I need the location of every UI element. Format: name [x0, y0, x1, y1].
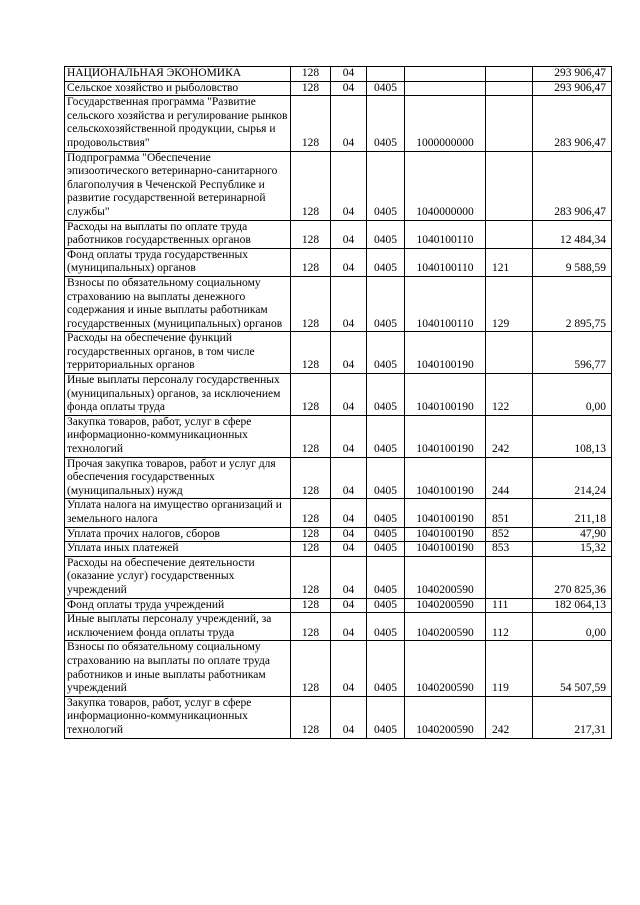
- table-row: [65, 151, 612, 220]
- row-ved-code: 128: [291, 96, 331, 151]
- row-amount: 0,00: [533, 374, 612, 416]
- budget-table: [64, 66, 612, 739]
- row-amount: 9 588,59: [533, 248, 612, 276]
- row-section-code: 04: [331, 96, 367, 151]
- row-target-article: 1040200590: [405, 598, 486, 613]
- row-subsection-code: 0405: [367, 276, 405, 331]
- row-amount: 214,24: [533, 457, 612, 499]
- row-expense-type: [486, 556, 533, 598]
- table-row: [65, 81, 612, 96]
- row-subsection-code: 0405: [367, 457, 405, 499]
- row-amount: 182 064,13: [533, 598, 612, 613]
- row-target-article: [405, 81, 486, 96]
- row-target-article: 1040100190: [405, 542, 486, 557]
- row-target-article: 1040100110: [405, 220, 486, 248]
- row-section-code: 04: [331, 457, 367, 499]
- row-target-article: 1040100190: [405, 374, 486, 416]
- row-ved-code: 128: [291, 248, 331, 276]
- row-expense-type: [486, 81, 533, 96]
- row-name: Сельское хозяйство и рыболовство: [65, 81, 291, 96]
- row-name: Фонд оплаты труда учреждений: [65, 598, 291, 613]
- row-target-article: 1040100190: [405, 415, 486, 457]
- row-expense-type: [486, 220, 533, 248]
- row-section-code: 04: [331, 641, 367, 696]
- row-expense-type: 129: [486, 276, 533, 331]
- row-ved-code: 128: [291, 332, 331, 374]
- row-amount: 217,31: [533, 696, 612, 738]
- row-ved-code: 128: [291, 220, 331, 248]
- row-section-code: 04: [331, 613, 367, 641]
- row-amount: 283 906,47: [533, 96, 612, 151]
- row-ved-code: 128: [291, 696, 331, 738]
- row-name: Уплата иных платежей: [65, 542, 291, 557]
- row-subsection-code: 0405: [367, 542, 405, 557]
- table-row: [65, 542, 612, 557]
- row-section-code: 04: [331, 374, 367, 416]
- row-target-article: 1040100190: [405, 332, 486, 374]
- row-name: Взносы по обязательному социальному страхованию на выплаты денежного содержания и иные выплаты работникам государственных (муниципальных) органов: [65, 276, 291, 331]
- row-section-code: 04: [331, 67, 367, 82]
- row-name: Закупка товаров, работ, услуг в сфере информационно-коммуникационных технологий: [65, 415, 291, 457]
- row-expense-type: [486, 96, 533, 151]
- table-row: [65, 220, 612, 248]
- row-ved-code: 128: [291, 457, 331, 499]
- row-expense-type: 119: [486, 641, 533, 696]
- row-target-article: 1040200590: [405, 641, 486, 696]
- row-amount: 15,32: [533, 542, 612, 557]
- row-amount: 270 825,36: [533, 556, 612, 598]
- table-row: [65, 332, 612, 374]
- table-row: [65, 527, 612, 542]
- row-amount: 47,90: [533, 527, 612, 542]
- table-row: [65, 276, 612, 331]
- row-section-code: 04: [331, 556, 367, 598]
- row-amount: 2 895,75: [533, 276, 612, 331]
- row-section-code: 04: [331, 151, 367, 220]
- row-name: Фонд оплаты труда государственных (муниципальных) органов: [65, 248, 291, 276]
- table-row: [65, 96, 612, 151]
- row-amount: 283 906,47: [533, 151, 612, 220]
- row-ved-code: 128: [291, 151, 331, 220]
- row-target-article: [405, 67, 486, 82]
- row-expense-type: 112: [486, 613, 533, 641]
- row-ved-code: 128: [291, 598, 331, 613]
- row-target-article: 1040100190: [405, 527, 486, 542]
- row-subsection-code: 0405: [367, 332, 405, 374]
- row-amount: 211,18: [533, 499, 612, 527]
- row-subsection-code: 0405: [367, 415, 405, 457]
- table-row: [65, 415, 612, 457]
- row-expense-type: 851: [486, 499, 533, 527]
- row-target-article: 1040200590: [405, 556, 486, 598]
- row-subsection-code: 0405: [367, 248, 405, 276]
- row-ved-code: 128: [291, 556, 331, 598]
- row-expense-type: [486, 332, 533, 374]
- row-expense-type: 242: [486, 696, 533, 738]
- row-target-article: 1040100190: [405, 457, 486, 499]
- row-ved-code: 128: [291, 542, 331, 557]
- row-target-article: 1040100190: [405, 499, 486, 527]
- row-amount: 54 507,59: [533, 641, 612, 696]
- table-row: [65, 598, 612, 613]
- row-expense-type: 853: [486, 542, 533, 557]
- table-row: [65, 457, 612, 499]
- row-section-code: 04: [331, 499, 367, 527]
- row-subsection-code: 0405: [367, 151, 405, 220]
- row-subsection-code: 0405: [367, 556, 405, 598]
- row-ved-code: 128: [291, 613, 331, 641]
- row-expense-type: [486, 151, 533, 220]
- row-name: Уплата налога на имущество организаций и земельного налога: [65, 499, 291, 527]
- row-amount: 596,77: [533, 332, 612, 374]
- table-row: [65, 641, 612, 696]
- row-subsection-code: 0405: [367, 613, 405, 641]
- row-name: Расходы на выплаты по оплате труда работников государственных органов: [65, 220, 291, 248]
- row-target-article: 1000000000: [405, 96, 486, 151]
- row-name: Расходы на обеспечение деятельности (оказание услуг) государственных учреждений: [65, 556, 291, 598]
- row-amount: 293 906,47: [533, 81, 612, 96]
- row-name: Иные выплаты персоналу государственных (муниципальных) органов, за исключением фонда оплаты труда: [65, 374, 291, 416]
- row-subsection-code: 0405: [367, 96, 405, 151]
- row-ved-code: 128: [291, 374, 331, 416]
- row-section-code: 04: [331, 248, 367, 276]
- row-target-article: 1040200590: [405, 613, 486, 641]
- row-subsection-code: 0405: [367, 81, 405, 96]
- row-amount: 108,13: [533, 415, 612, 457]
- row-section-code: 04: [331, 696, 367, 738]
- row-amount: 293 906,47: [533, 67, 612, 82]
- row-section-code: 04: [331, 415, 367, 457]
- row-subsection-code: 0405: [367, 220, 405, 248]
- row-expense-type: 111: [486, 598, 533, 613]
- row-subsection-code: 0405: [367, 527, 405, 542]
- row-ved-code: 128: [291, 67, 331, 82]
- table-row: [65, 556, 612, 598]
- row-section-code: 04: [331, 527, 367, 542]
- row-ved-code: 128: [291, 81, 331, 96]
- row-name: Государственная программа "Развитие сельского хозяйства и регулирование рынков сельскохозяйственной продукции, сырья и продовольствия": [65, 96, 291, 151]
- row-ved-code: 128: [291, 641, 331, 696]
- row-subsection-code: 0405: [367, 374, 405, 416]
- row-subsection-code: 0405: [367, 696, 405, 738]
- row-target-article: 1040100110: [405, 248, 486, 276]
- row-section-code: 04: [331, 276, 367, 331]
- row-name: Прочая закупка товаров, работ и услуг для обеспечения государственных (муниципальных) нужд: [65, 457, 291, 499]
- table-row: [65, 696, 612, 738]
- row-target-article: 1040000000: [405, 151, 486, 220]
- row-ved-code: 128: [291, 527, 331, 542]
- row-expense-type: 852: [486, 527, 533, 542]
- row-expense-type: 244: [486, 457, 533, 499]
- row-name: Уплата прочих налогов, сборов: [65, 527, 291, 542]
- row-expense-type: 122: [486, 374, 533, 416]
- row-name: НАЦИОНАЛЬНАЯ ЭКОНОМИКА: [65, 67, 291, 82]
- row-ved-code: 128: [291, 276, 331, 331]
- row-section-code: 04: [331, 81, 367, 96]
- row-expense-type: 121: [486, 248, 533, 276]
- row-target-article: 1040200590: [405, 696, 486, 738]
- table-row: [65, 67, 612, 82]
- table-row: [65, 374, 612, 416]
- row-name: Закупка товаров, работ, услуг в сфере информационно-коммуникационных технологий: [65, 696, 291, 738]
- table-row: [65, 613, 612, 641]
- row-ved-code: 128: [291, 499, 331, 527]
- budget-page: [64, 66, 611, 739]
- row-section-code: 04: [331, 598, 367, 613]
- row-amount: 12 484,34: [533, 220, 612, 248]
- table-row: [65, 499, 612, 527]
- table-row: [65, 248, 612, 276]
- row-section-code: 04: [331, 542, 367, 557]
- row-subsection-code: 0405: [367, 598, 405, 613]
- row-subsection-code: 0405: [367, 499, 405, 527]
- row-section-code: 04: [331, 220, 367, 248]
- row-target-article: 1040100110: [405, 276, 486, 331]
- row-subsection-code: [367, 67, 405, 82]
- row-name: Иные выплаты персоналу учреждений, за исключением фонда оплаты труда: [65, 613, 291, 641]
- row-section-code: 04: [331, 332, 367, 374]
- row-amount: 0,00: [533, 613, 612, 641]
- row-name: Расходы на обеспечение функций государственных органов, в том числе территориальных органов: [65, 332, 291, 374]
- row-expense-type: 242: [486, 415, 533, 457]
- row-name: Взносы по обязательному социальному страхованию на выплаты по оплате труда работников и иные выплаты работникам учреждений: [65, 641, 291, 696]
- budget-table-body: [65, 67, 612, 739]
- row-ved-code: 128: [291, 415, 331, 457]
- row-expense-type: [486, 67, 533, 82]
- row-subsection-code: 0405: [367, 641, 405, 696]
- row-name: Подпрограмма "Обеспечение эпизоотического ветеринарно-санитарного благополучия в Чеченской Республике и развитие государственной ветеринарной службы": [65, 151, 291, 220]
